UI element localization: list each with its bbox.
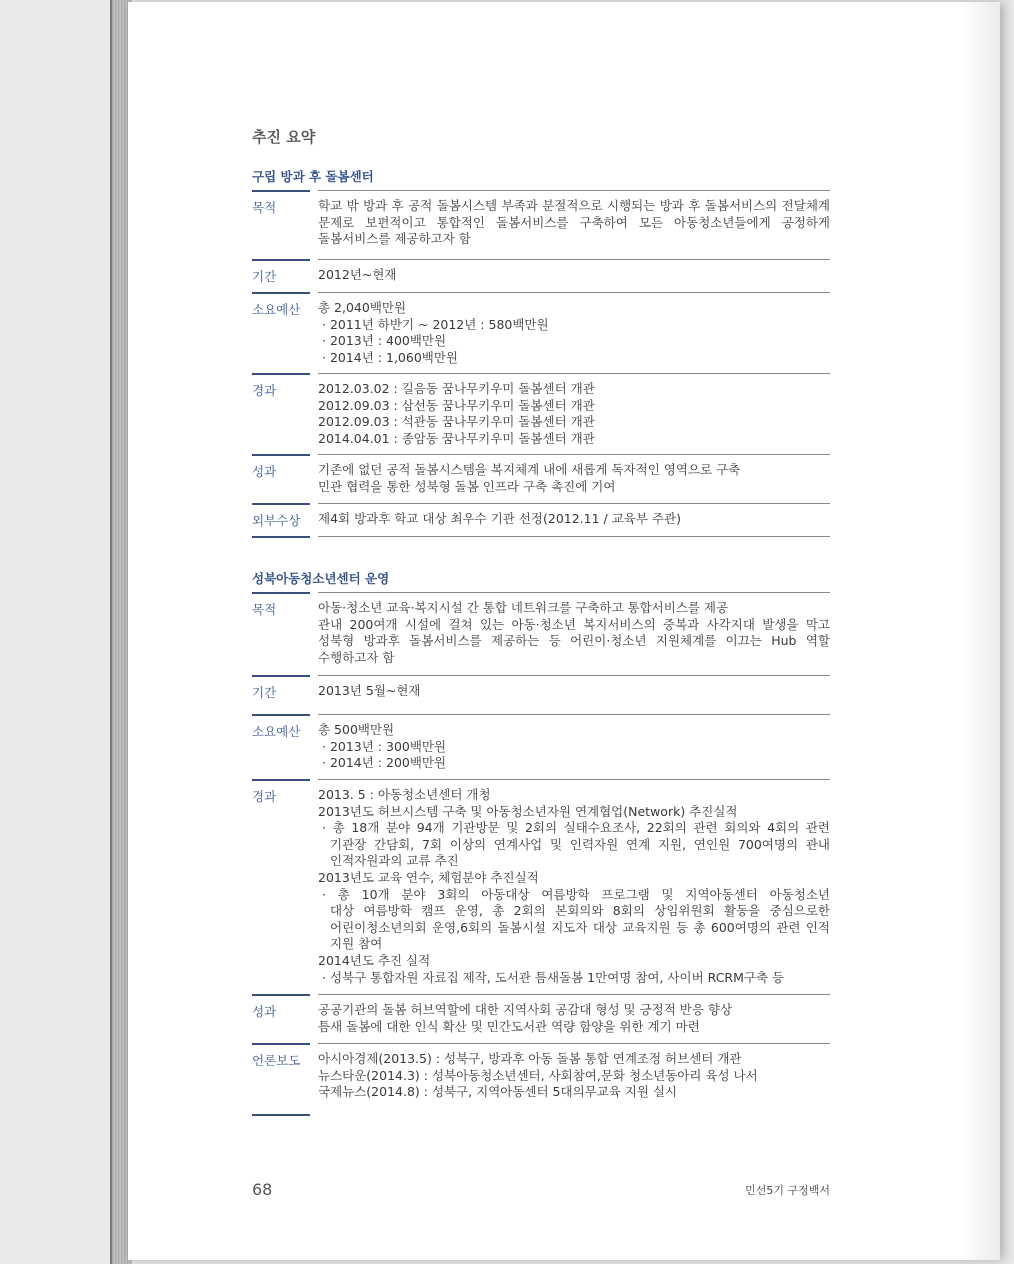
- row-label: 소요예산: [252, 292, 310, 373]
- text-line: 성북형 방과후 돌봄서비스를 제공하는 등 어린이·청소년 지원체계를 이끄는 Hub 역할: [318, 633, 830, 649]
- text-line: 지원 참여: [330, 936, 383, 952]
- text-line: 학교 밖 방과 후 공적 돌봄시스템 부족과 분절적으로 시행되는 방과 후 돌봄서비스의 전달체계: [318, 198, 830, 213]
- row-purpose: [252, 592, 830, 675]
- row-label: 목적: [252, 592, 310, 675]
- row-label: 경과: [252, 779, 310, 994]
- text-line: · 2014년 : 200백만원: [322, 755, 447, 771]
- row-label: 기간: [252, 675, 310, 714]
- text-line: 2012년~현재: [318, 267, 397, 282]
- text-line: 2013년 5월~현재: [318, 683, 421, 698]
- row-result: [252, 994, 830, 1043]
- document-page: [128, 2, 1000, 1260]
- text-line: · 성북구 통합자원 자료집 제작, 도서관 틈새돌봄 1만여명 참여, 사이버 RCRM구축 등: [322, 969, 785, 985]
- row-label: 성과: [252, 994, 310, 1043]
- page-number: 68: [252, 1180, 273, 1199]
- row-period: [252, 259, 830, 292]
- section-youth-center: [252, 570, 830, 1116]
- row-result: [252, 454, 830, 503]
- text-line: 기존에 없던 공적 돌봄시스템을 복지체계 내에 새롭게 독자적인 영역으로 구축: [318, 462, 741, 477]
- text-line: · 2013년 : 400백만원: [322, 333, 447, 349]
- section-title: 성북아동청소년센터 운영: [252, 571, 390, 586]
- text-line: 공공기관의 돌봄 허브역할에 대한 지역사회 공감대 형성 및 긍정적 반응 향상: [318, 1002, 733, 1017]
- text-line: 2012.09.03 : 삼선동 꿈나무키우미 돌봄센터 개관: [318, 397, 595, 413]
- row-period: [252, 675, 830, 714]
- text-line: 어린이청소년의회 운영,6회의 돌봄시설 지도자 대상 교육지원 등 총 600여명의 관련 인적: [330, 919, 830, 935]
- text-line: 2012.03.02 : 길음동 꿈나무키우미 돌봄센터 개관: [318, 381, 595, 396]
- text-line: 2013. 5 : 아동청소년센터 개청: [318, 787, 491, 802]
- page-shade: [960, 2, 1000, 1260]
- text-line: 돌봄서비스를 제공하고자 함: [318, 231, 471, 247]
- row-budget: [252, 292, 830, 373]
- text-line: 국제뉴스(2014.8) : 성북구, 지역아동센터 5대의무교육 지원 실시: [318, 1084, 678, 1100]
- text-line: · 2014년 : 1,060백만원: [322, 349, 459, 365]
- text-line: 틈새 돌봄에 대한 인식 확산 및 민간도서관 역량 함양을 위한 계기 마련: [318, 1018, 700, 1034]
- text-line: · 총 10개 분야 3회의 아동대상 여름방학 프로그램 및 지역아동센터 아동청소년: [322, 886, 830, 902]
- row-award: [252, 503, 830, 536]
- row-press: [252, 1043, 830, 1114]
- section-title: 구립 방과 후 돌봄센터: [252, 169, 374, 184]
- row-progress: [252, 373, 830, 454]
- main-title: 추진 요약: [252, 128, 316, 146]
- text-line: 민관 협력을 통한 성북형 돌봄 인프라 구축 촉진에 기여: [318, 478, 616, 494]
- row-label: 경과: [252, 373, 310, 454]
- row-label: 성과: [252, 454, 310, 503]
- text-line: 총 500백만원: [318, 722, 395, 737]
- row-label: 외부수상: [252, 503, 310, 536]
- row-label: 목적: [252, 190, 310, 259]
- section-dolbom-center: [252, 168, 830, 538]
- section-bottom-rule: [252, 536, 830, 538]
- row-purpose: [252, 190, 830, 259]
- text-line: 관내 200여개 시설에 걸쳐 있는 아동·청소년 복지서비스의 중복과 사각지대 발생을 막고: [318, 616, 830, 632]
- text-line: 기관장 간담회, 7회 이상의 연계사업 및 인력자원 연계 지원, 연인원 700여명의 관내: [330, 836, 830, 852]
- row-budget: [252, 714, 830, 779]
- row-label: 기간: [252, 259, 310, 292]
- text-line: 2013년도 허브시스템 구축 및 아동청소년자원 연계협업(Network) 추진실적: [318, 803, 738, 819]
- section-bottom-rule: [252, 1114, 830, 1116]
- text-line: 아동·청소년 교육·복지시설 간 통합 네트워크를 구축하고 통합서비스를 제공: [318, 600, 729, 615]
- text-line: 대상 여름방학 캠프 운영, 총 2회의 본회의와 8회의 상임위원회 활동을 중심으로한: [330, 903, 830, 919]
- row-label: 언론보도: [252, 1043, 310, 1114]
- book-title: 민선5기 구정백서: [745, 1184, 830, 1197]
- text-line: 2014.04.01 : 종암동 꿈나무키우미 돌봄센터 개관: [318, 430, 595, 446]
- text-line: · 2011년 하반기 ~ 2012년 : 580백만원: [322, 316, 549, 332]
- text-line: 2013년도 교육 연수, 체험분야 추진실적: [318, 869, 539, 885]
- text-line: 문제로 보편적이고 통합적인 돌봄서비스를 구축하여 모든 아동청소년들에게 공정하게: [318, 214, 830, 230]
- text-line: 2014년도 추진 실적: [318, 952, 431, 968]
- text-line: 2012.09.03 : 석관동 꿈나무키우미 돌봄센터 개관: [318, 414, 595, 430]
- row-label: 소요예산: [252, 714, 310, 779]
- text-line: 수행하고자 함: [318, 649, 395, 665]
- text-line: · 2013년 : 300백만원: [322, 738, 447, 754]
- text-line: 인적자원과의 교류 추진: [330, 853, 459, 869]
- text-line: 제4회 방과후 학교 대상 최우수 기관 선정(2012.11 / 교육부 주관): [318, 511, 681, 526]
- text-line: 총 2,040백만원: [318, 300, 407, 315]
- text-line: · 총 18개 분야 94개 기관방문 및 2회의 실태수요조사, 22회의 관련 회의와 4회의 관련: [322, 820, 830, 836]
- row-progress: [252, 779, 830, 994]
- text-line: 아시아경제(2013.5) : 성북구, 방과후 아동 돌봄 통합 연계조정 허브센터 개관: [318, 1051, 742, 1066]
- text-line: 뉴스타운(2014.3) : 성북아동청소년센터, 사회참여,문화 청소년동아리 육성 나서: [318, 1067, 758, 1083]
